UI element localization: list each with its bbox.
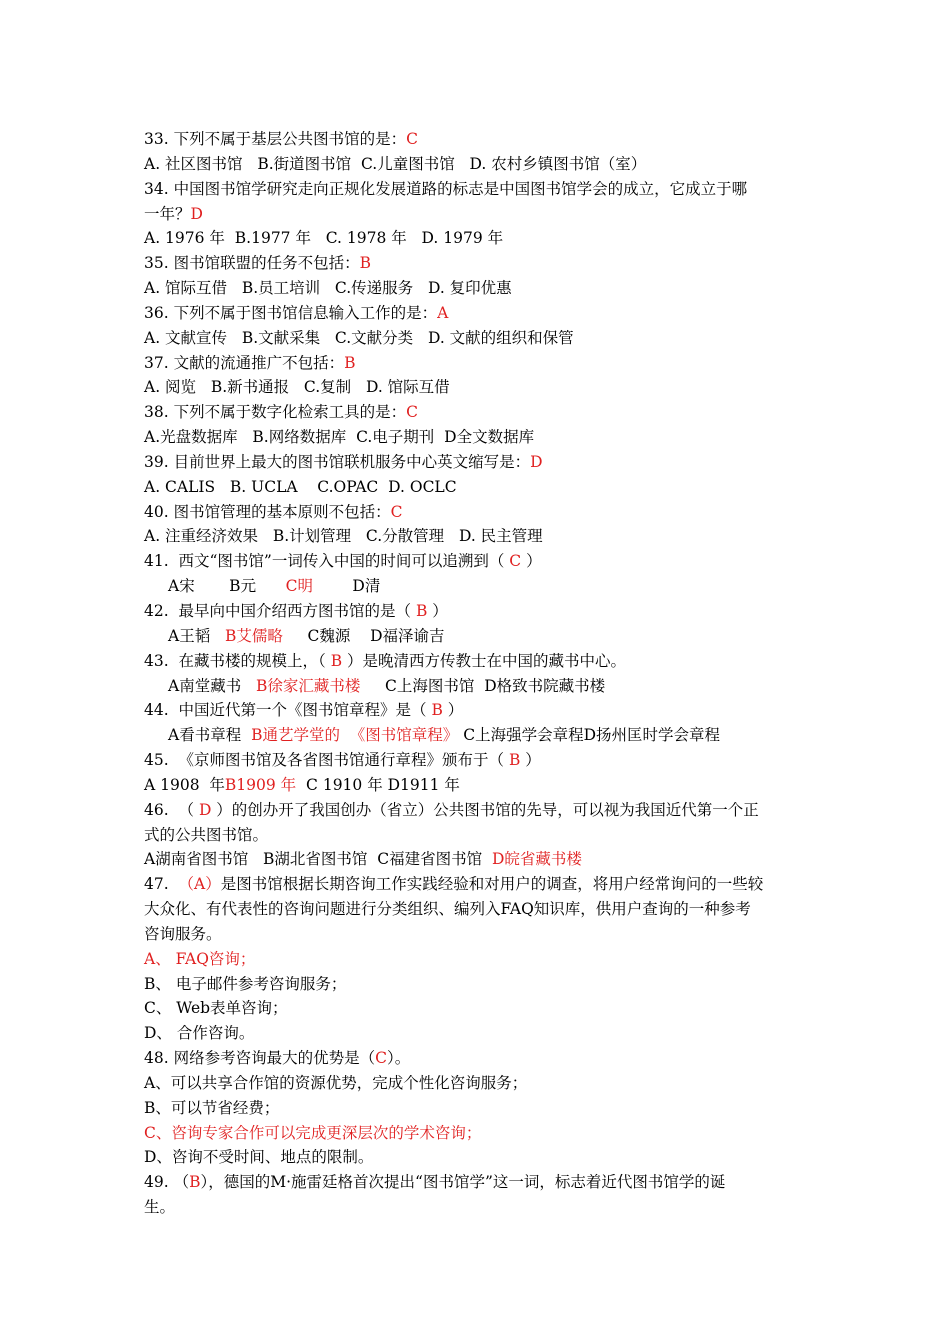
- answer-text: D: [530, 452, 543, 471]
- question-text: 43. 在藏书楼的规模上，（: [144, 651, 331, 670]
- question-text: A. 文献宣传 B.文献采集 C.文献分类 D. 文献的组织和保管: [144, 328, 574, 347]
- question-text: D、咨询不受时间、地点的限制。: [144, 1148, 374, 1167]
- text-line: [144, 798, 759, 822]
- text-line: [144, 1046, 410, 1070]
- answer-text: A: [437, 303, 449, 322]
- text-line: [144, 524, 543, 548]
- answer-text: D: [190, 204, 203, 223]
- question-text: B、可以节省经费；: [144, 1098, 280, 1117]
- question-text: D、 合作咨询。: [144, 1024, 255, 1043]
- question-text: A.光盘数据库 B.网络数据库 C.电子期刊 D全文数据库: [144, 428, 535, 447]
- text-line: [168, 574, 380, 598]
- question-text: C上海强学会章程D扬州匡时学会章程: [458, 726, 721, 745]
- question-text: 33. 下列不属于基层公共图书馆的是：: [144, 130, 407, 148]
- text-line: [144, 972, 346, 996]
- text-line: [144, 922, 222, 946]
- text-line: [144, 500, 402, 524]
- text-line: [144, 425, 534, 449]
- answer-text: B: [330, 651, 343, 670]
- question-text: 40. 图书馆管理的基本原则不包括：: [144, 502, 391, 521]
- answer-text: C明: [285, 577, 314, 596]
- text-line: [144, 177, 747, 201]
- question-text: 一年？: [144, 204, 191, 223]
- text-line: [144, 152, 646, 176]
- text-line: [168, 723, 720, 747]
- text-line: [144, 1170, 725, 1194]
- question-text: B、 电子邮件参考咨询服务；: [144, 974, 347, 993]
- answer-text: D皖省藏书楼: [491, 850, 582, 869]
- question-text: C魏源 D福泽谕吉: [282, 626, 445, 645]
- question-text: ）是晚清西方传教士在中国的藏书中心。: [342, 651, 627, 670]
- text-line: [144, 251, 371, 275]
- text-line: [144, 375, 450, 399]
- question-text: 36. 下列不属于图书馆信息输入工作的是：: [144, 303, 438, 322]
- text-line: [144, 226, 503, 250]
- text-line: [144, 450, 543, 474]
- text-line: [144, 897, 751, 921]
- question-text: A湖南省图书馆 B湖北省图书馆 C福建省图书馆: [144, 850, 492, 869]
- answer-text: A、 FAQ咨询；: [144, 949, 256, 968]
- answer-text: B: [415, 602, 428, 620]
- question-text: 42. 最早向中国介绍西方图书馆的是（: [144, 602, 416, 620]
- question-text: A. 1976 年 B.1977 年 C. 1978 年 D. 1979 年: [144, 229, 504, 248]
- question-text: ）的创办开了我国创办（省立）公共图书馆的先导，可以视为我国近代第一个正: [211, 800, 759, 819]
- question-text: ）: [520, 751, 541, 769]
- text-line: [144, 1195, 175, 1219]
- question-text: ），德国的M·施雷廷格首次提出“图书馆学”这一词，标志着近代图书馆学的诞: [200, 1173, 726, 1192]
- question-text: 48. 网络参考咨询最大的优势是（: [144, 1049, 376, 1068]
- question-text: 35. 图书馆联盟的任务不包括：: [144, 254, 360, 273]
- text-line: [144, 1145, 373, 1169]
- text-line: [144, 1071, 527, 1095]
- question-text: 咨询服务。: [144, 924, 222, 943]
- question-text: C上海图书馆 D格致书院藏书楼: [360, 676, 606, 695]
- question-text: A. 馆际互借 B.员工培训 C.传递服务 D. 复印优惠: [144, 279, 512, 297]
- text-line: [144, 649, 626, 673]
- question-text: 46. （: [144, 800, 199, 819]
- question-text: 39. 目前世界上最大的图书馆联机服务中心英文缩写是：: [144, 452, 531, 471]
- question-text: A. 社区图书馆 B.街道图书馆 C.儿童图书馆 D. 农村乡镇图书馆（室）: [144, 154, 647, 173]
- question-text: A王韬: [168, 626, 225, 645]
- text-line: [144, 475, 457, 499]
- answer-text: C: [375, 1049, 387, 1068]
- answer-text: C: [509, 552, 522, 571]
- question-text: A南堂藏书: [168, 676, 256, 695]
- question-text: 47.: [144, 875, 179, 894]
- text-line: [144, 872, 763, 896]
- question-text: ）: [521, 552, 542, 571]
- question-text: 44. 中国近代第一个《图书馆章程》是（: [144, 701, 432, 720]
- question-text: 生。: [144, 1198, 176, 1217]
- question-text: C 1910 年 D1911 年: [296, 775, 460, 794]
- text-line: [144, 276, 512, 300]
- answer-text: B通艺学堂的 《图书馆章程》: [251, 726, 459, 745]
- text-line: [168, 624, 445, 648]
- answer-text: C: [406, 130, 418, 148]
- text-line: [144, 351, 355, 375]
- question-text: A 1908 年: [144, 775, 225, 794]
- text-line: [144, 847, 582, 871]
- question-text: 37. 文献的流通推广不包括：: [144, 353, 345, 372]
- text-line: [168, 674, 605, 698]
- text-line: [144, 996, 288, 1020]
- text-line: [144, 301, 448, 325]
- answer-text: B: [359, 254, 371, 273]
- text-line: [144, 748, 541, 772]
- text-line: [144, 326, 574, 350]
- answer-text: B艾儒略: [224, 626, 283, 645]
- answer-text: C: [390, 502, 403, 521]
- question-text: ）。: [386, 1049, 411, 1068]
- answer-text: D: [198, 800, 212, 819]
- question-text: 41. 西文“图书馆”一词传入中国的时间可以追溯到（: [144, 552, 510, 571]
- answer-text: C、咨询专家合作可以完成更深层次的学术咨询；: [144, 1123, 482, 1142]
- answer-text: B: [431, 701, 443, 720]
- text-line: [144, 1021, 254, 1045]
- answer-text: B: [508, 751, 521, 769]
- text-line: [144, 1121, 481, 1145]
- question-text: 49. （: [144, 1173, 190, 1192]
- answer-text: B1909 年: [224, 775, 297, 794]
- question-text: A看书章程: [168, 726, 252, 745]
- question-text: 式的公共图书馆。: [144, 825, 269, 844]
- question-text: A宋 B元: [168, 577, 286, 596]
- question-text: A. 阅览 B.新书通报 C.复制 D. 馆际互借: [144, 378, 450, 397]
- answer-text: B徐家汇藏书楼: [255, 676, 361, 695]
- question-text: 大众化、有代表性的咨询问题进行分类组织、编列入FAQ知识库，供用户查询的一种参考: [144, 900, 751, 918]
- text-line: [144, 1096, 279, 1120]
- question-text: 是图书馆根据长期咨询工作实践经验和对用户的调查，将用户经常询问的一些较: [220, 875, 764, 894]
- question-text: A. 注重经济效果 B.计划管理 C.分散管理 D. 民主管理: [144, 527, 543, 546]
- question-text: D清: [313, 577, 381, 596]
- question-text: A、可以共享合作馆的资源优势，完成个性化咨询服务；: [144, 1073, 528, 1092]
- question-text: A. CALIS B. UCLA C.OPAC D. OCLC: [144, 477, 457, 496]
- text-line: [144, 947, 255, 971]
- answer-text: （A）: [178, 875, 221, 894]
- question-text: ）: [442, 701, 464, 720]
- text-line: [144, 773, 460, 797]
- answer-text: B: [344, 353, 356, 372]
- text-line: [144, 823, 268, 847]
- text-line: [144, 202, 203, 226]
- text-line: [144, 127, 418, 151]
- question-text: C、 Web表单咨询；: [144, 999, 288, 1018]
- text-line: [144, 549, 542, 573]
- question-text: ）: [427, 602, 448, 620]
- answer-text: C: [406, 403, 418, 422]
- question-text: 45. 《京师图书馆及各省图书馆通行章程》颁布于（: [144, 751, 509, 769]
- question-text: 34. 中国图书馆学研究走向正规化发展道路的标志是中国图书馆学会的成立，它成立于哪: [144, 179, 748, 198]
- text-line: [144, 400, 418, 424]
- text-line: [144, 599, 448, 623]
- answer-text: B: [189, 1173, 201, 1192]
- text-line: [144, 698, 463, 722]
- question-text: 38. 下列不属于数字化检索工具的是：: [144, 403, 407, 422]
